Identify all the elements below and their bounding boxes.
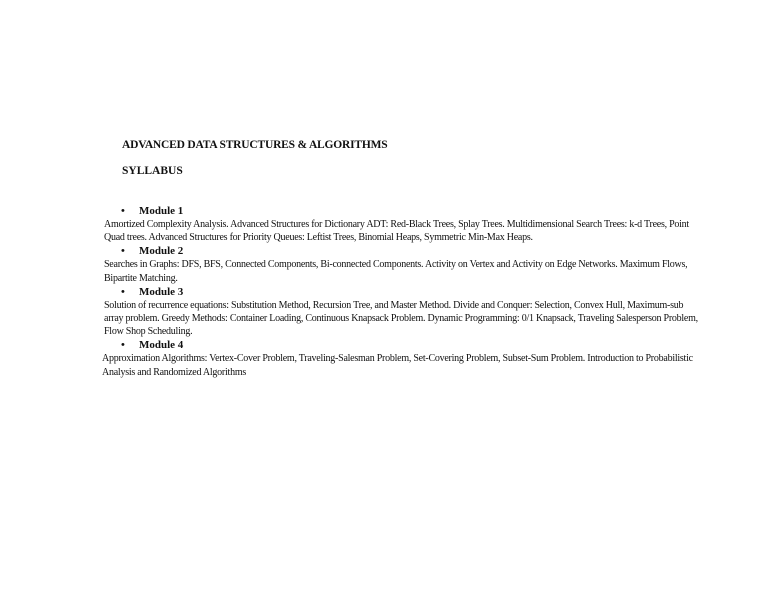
module-2 xyxy=(103,244,703,284)
module-4 xyxy=(103,338,703,378)
module-heading-label: Module 2 xyxy=(139,245,184,258)
module-description: Solution of recurrence equations: Substitution Method, Recursion Tree, and Master Method. Divide and Conquer: Selection, Convex Hull, Maximum-sub array problem. Greedy Methods: Container Loading, Continuous Knapsack Problem. Dynamic Programming: 0/1 Knapsack, Traveling Salesperson Problem, Flow Shop Scheduling. xyxy=(104,299,698,338)
document-subtitle: SYLLABUS xyxy=(122,165,183,177)
module-heading-label: Module 3 xyxy=(139,285,184,298)
module-heading xyxy=(103,338,703,352)
document-title: ADVANCED DATA STRUCTURES & ALGORITHMS xyxy=(122,139,388,151)
module-description: Searches in Graphs: DFS, BFS, Connected Components, Bi-connected Components. Activity on Vertex and Activity on Edge Networks. Maximum Flows, Bipartite Matching. xyxy=(104,259,688,284)
module-heading-label: Module 4 xyxy=(139,339,184,352)
bullet-icon: • xyxy=(121,205,125,217)
module-heading xyxy=(103,204,703,218)
module-3 xyxy=(103,285,703,339)
module-description: Approximation Algorithms: Vertex-Cover Problem, Traveling-Salesman Problem, Set-Covering Problem, Subset-Sum Problem. Introduction to Probabilistic Analysis and Randomized Algorithms xyxy=(102,353,693,378)
bullet-icon: • xyxy=(121,245,125,258)
bullet-icon: • xyxy=(121,339,125,352)
module-description: Amortized Complexity Analysis. Advanced Structures for Dictionary ADT: Red-Black Trees, Splay Trees. Multidimensional Search Trees: k-d Trees, Point Quad trees. Advanced Structures for Priority Queues: Leftist Trees, Binomial Heaps, Symmetric Min-Max Heaps. xyxy=(104,219,689,244)
module-heading xyxy=(103,244,703,258)
module-1 xyxy=(103,204,703,244)
module-list xyxy=(103,204,703,379)
module-heading xyxy=(103,285,703,299)
module-heading-label: Module 1 xyxy=(139,205,184,217)
bullet-icon: • xyxy=(121,285,125,298)
